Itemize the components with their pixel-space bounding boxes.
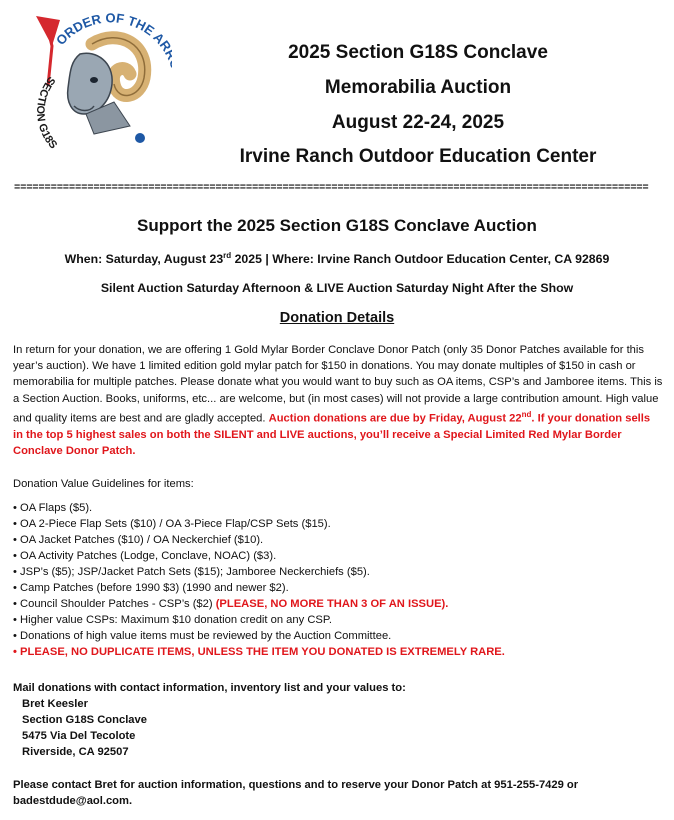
order-of-the-arrow-logo [22,6,172,156]
logo-arc-text: ORDER OF THE A [53,10,168,48]
list-item: • OA 2-Piece Flap Sets ($10) / OA 3-Piece Flap/CSP Sets ($15). [13,516,663,532]
guidelines-title: Donation Value Guidelines for items: [13,478,194,490]
when-where-line [0,251,674,266]
header-location: Irvine Ranch Outdoor Education Center [239,146,597,167]
donation-details-title: Donation Details [279,310,395,326]
section-title: Support the 2025 Section G18S Conclave Auction [137,216,537,235]
guidelines-list [13,500,663,660]
where-text: 2025 | Where: Irvine Ranch Outdoor Education Center, CA 92869 [231,252,610,267]
list-item: • OA Flaps ($5). [13,500,663,516]
mail-intro: Mail donations with contact information, inventory list and your values to: [13,682,406,694]
auction-schedule-line: Silent Auction Saturday Afternoon & LIVE Auction Saturday Night After the Show [100,281,574,295]
mail-city: Riverside, CA 92507 [22,746,129,758]
deadline-text: Auction donations are due by Friday, August 22 [268,412,522,425]
mail-street: 5475 Via Del Tecolote [22,730,136,742]
list-item: • OA Jacket Patches ($10) / OA Neckerchief ($10). [13,532,663,548]
header-title: 2025 Section G18S Conclave [288,42,548,63]
logo-section-text: SECTION G18S [34,74,60,152]
divider-line: ======================================================================================================== [14,182,649,194]
deadline-sup: nd [521,409,532,419]
no-duplicates-item: • PLEASE, NO DUPLICATE ITEMS, UNLESS THE ITEM YOU DONATED IS EXTREMELY RARE. [13,644,663,660]
contact-line: Please contact Bret for auction information, questions and to reserve your Donor Patch at 951-255-7429 or badestdude@aol.com. [13,779,579,807]
header-subtitle: Memorabilia Auction [324,77,512,98]
when-text: When: Saturday, August 23 [64,252,224,267]
donation-paragraph-text: In return for your donation, we are offering 1 Gold Mylar Border Conclave Donor Patch (only 35 Donor Patches available for this year’s auction). We have 1 limited edition gold mylar patch for $150 in donations. You may donate multiples of $150 in cash or memorabilia for multiple patches. Please donate what you would want to buy such as OA items, CSP’s and Jamboree items. This is a Section Auction. Books, uniforms, etc... are welcome, but (in most cases) will not provide a large contribution amount. High value and quality items are best and are gladly accepted. [13,344,663,425]
list-item: • Higher value CSPs: Maximum $10 donation credit on any CSP. [13,612,663,628]
list-item: • OA Activity Patches (Lodge, Conclave, NOAC) ($3). [13,548,663,564]
mail-name: Bret Keesler [22,698,88,710]
csp-limit-note: (PLEASE, NO MORE THAN 3 OF AN ISSUE). [215,598,449,610]
mail-org: Section G18S Conclave [22,714,147,726]
svg-text:SECTION G18S [34,74,59,151]
donation-paragraph [13,342,663,459]
donation-details-heading [0,310,674,326]
mail-instructions [13,680,663,760]
top-sales-text: . If your donation sells in the top 5 highest sales on both the SILENT and LIVE auctions, you’ll receive a Special Limited Red Mylar Border Conclave Donor Patch. [13,412,651,457]
ram-arrow-emblem-icon [22,6,172,156]
list-item: • Donations of high value items must be reviewed by the Auction Committee. [13,628,663,644]
list-item: • JSP’s ($5); JSP/Jacket Patch Sets ($15); Jamboree Neckerchiefs ($5). [13,564,663,580]
list-item: • Camp Patches (before 1990 $3) (1990 and newer $2). [13,580,663,596]
header-dates: August 22-24, 2025 [331,112,505,133]
when-sup: rd [223,251,232,260]
list-item: • Council Shoulder Patches - CSP’s ($2) (PLEASE, NO MORE THAN 3 OF AN ISSUE). [13,596,663,612]
